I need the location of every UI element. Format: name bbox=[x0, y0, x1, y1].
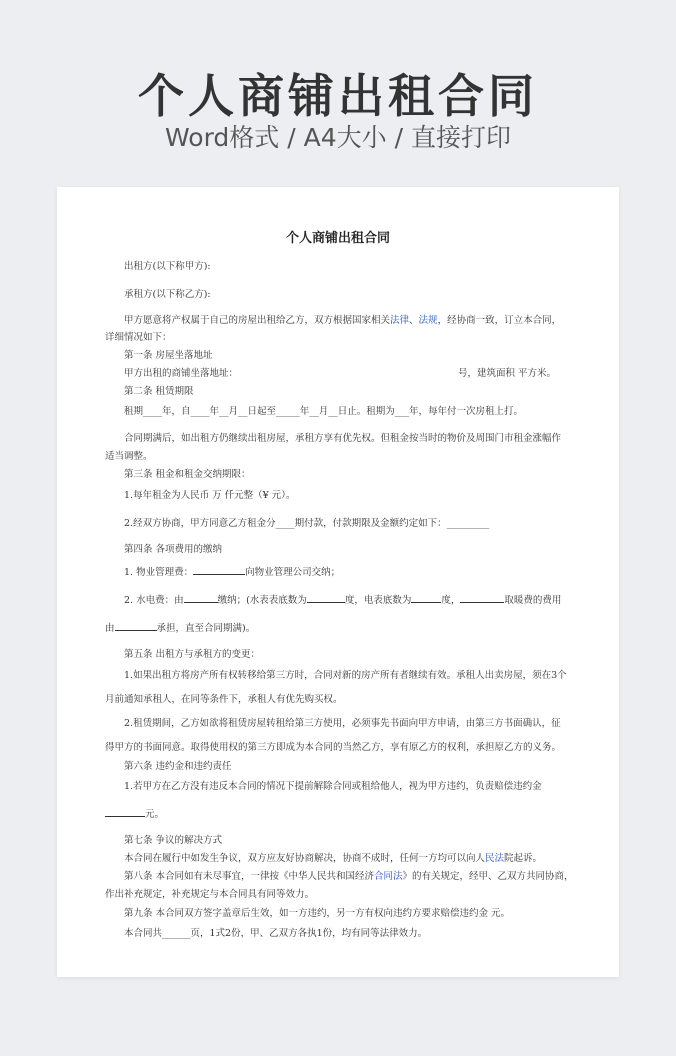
article-9-text: 第九条 本合同双方签字盖章后生效，如一方违约，另一方有权向违约方要求赔偿违约金 元。 bbox=[124, 908, 511, 919]
article-3-item-2: 2.经双方协商，甲方同意乙方租金分____期付款，付款期限及金额约定如下：_________ bbox=[124, 518, 490, 529]
document-title: 个人商铺出租合同 bbox=[285, 231, 390, 246]
article-2-term: 租期____年，自____年__月__日起至_____年__月__日止。租期为___年，每年付一次房租上打。 bbox=[124, 406, 524, 417]
law-link[interactable]: 法律 bbox=[390, 315, 410, 326]
intro-text-b: ，经协商一致，订立本合同， bbox=[437, 315, 562, 326]
contract-law-link[interactable]: 合同法 bbox=[374, 871, 403, 882]
article-4-item-2 bbox=[105, 593, 594, 607]
article-7-text-b: 院起诉。 bbox=[504, 853, 543, 864]
article-4-item-1 bbox=[105, 565, 594, 579]
article-6-title: 第六条 违约金和违约责任 bbox=[124, 761, 232, 772]
article-4-item-3 bbox=[105, 621, 575, 635]
lessee-line: 承租方(以下称乙方): bbox=[124, 289, 211, 300]
water-meter-label: 缴纳；(水表表底数为 bbox=[217, 595, 307, 606]
address-label: 甲方出租的商铺坐落地址： bbox=[124, 368, 239, 379]
article-3-item-1: 1.每年租金为人民币 万 仟元整（¥ 元）。 bbox=[124, 490, 296, 501]
article-8-text-c: 作出补充规定，补充规定与本合同具有同等效力。 bbox=[105, 889, 315, 900]
borne-by-blank[interactable] bbox=[115, 621, 157, 631]
degree-text: 度， bbox=[441, 595, 461, 606]
article-2-title: 第二条 租赁期限 bbox=[124, 386, 194, 397]
article-7-title: 第七条 争议的解决方式 bbox=[124, 835, 223, 846]
article-8-text-a: 第八条 本合同如有未尽事宜，一律按《中华人民共和国经济 bbox=[124, 871, 375, 882]
property-fee-text: 向物业管理公司交纳； bbox=[245, 567, 341, 578]
intro-sep: 、 bbox=[409, 315, 419, 326]
penalty-blank[interactable] bbox=[105, 807, 145, 817]
property-fee-blank[interactable] bbox=[193, 565, 245, 575]
article-5-item-1: 1.如果出租方将房产所有权转移给第三方时，合同对新的房产所有者继续有效。承租人出卖房屋，须在3个 bbox=[124, 670, 567, 681]
article-6-item-1b bbox=[105, 807, 575, 821]
closing-text: 本合同共______页，1式2份，甲、乙双方各执1份，均有同等法律效力。 bbox=[124, 928, 428, 939]
borne-by-label: 由 bbox=[105, 623, 115, 634]
regulation-link[interactable]: 法规 bbox=[418, 315, 438, 326]
property-fee-label: 1. 物业管理费： bbox=[124, 567, 194, 578]
article-5-item-2b: 得甲方的书面同意。取得使用权的第三方即成为本合同的当然乙方，享有原乙方的权利，承担原乙方的义务。 bbox=[105, 742, 562, 753]
water-meter-blank[interactable] bbox=[307, 593, 345, 603]
intro-line-2: 详细情况如下： bbox=[105, 332, 172, 343]
heating-blank[interactable] bbox=[460, 593, 504, 603]
electric-meter-label: 度，电表底数为 bbox=[344, 595, 412, 606]
article-3-title: 第三条 租金和租金交纳期限： bbox=[124, 469, 251, 480]
article-7-text bbox=[105, 852, 594, 865]
article-8-text bbox=[105, 870, 594, 883]
intro-line-1 bbox=[105, 314, 594, 327]
document-page bbox=[57, 187, 619, 977]
article-7-text-a: 本合同在履行中如发生争议，双方应友好协商解决，协商不成时，任何一方均可以向人 bbox=[124, 853, 486, 864]
article-5-title: 第五条 出租方与承租方的变更： bbox=[124, 649, 261, 660]
borne-by-text: 承担，直至合同期满)。 bbox=[156, 623, 256, 634]
electric-meter-blank[interactable] bbox=[411, 593, 441, 603]
article-6-item-1: 1.若甲方在乙方没有违反本合同的情况下提前解除合同或租给他人，视为甲方违约，负责赔偿违约金 bbox=[124, 781, 542, 792]
article-8-text-b: 》的有关规定，经甲、乙双方共同协商， bbox=[402, 871, 574, 882]
article-1-line bbox=[105, 367, 594, 380]
utility-label: 2. 水电费：由 bbox=[124, 595, 184, 606]
lessor-line: 出租方(以下称甲方): bbox=[124, 261, 211, 272]
page-title: 个人商铺出租合同 bbox=[138, 69, 538, 123]
payer-blank[interactable] bbox=[184, 593, 218, 603]
article-1-title: 第一条 房屋坐落地址 bbox=[124, 350, 213, 361]
article-5-item-1b: 月前通知承租人，在同等条件下，承租人有优先购买权。 bbox=[105, 694, 343, 705]
intro-text-a: 甲方愿意将产权属于自己的房屋出租给乙方，双方根据国家相关 bbox=[124, 315, 391, 326]
penalty-unit: 元。 bbox=[145, 809, 165, 820]
area-text: 号，建筑面积 平方米。 bbox=[458, 368, 557, 379]
article-2-para-2: 适当调整。 bbox=[105, 451, 153, 462]
article-2-para-1: 合同期满后，如出租方仍继续出租房屋，承租方享有优先权。但租金按当时的物价及周围门市租金涨幅作 bbox=[124, 433, 562, 444]
article-4-title: 第四条 各项费用的缴纳 bbox=[124, 544, 223, 555]
civil-law-link[interactable]: 民法 bbox=[485, 853, 505, 864]
heating-text: 取暖费的费用 bbox=[504, 595, 562, 606]
page-subtitle: Word格式 / A4大小 / 直接打印 bbox=[165, 123, 511, 152]
article-5-item-2: 2.租赁期间，乙方如欲将租赁房屋转租给第三方使用，必须事先书面向甲方申请，由第三方书面确认，征 bbox=[124, 718, 561, 729]
